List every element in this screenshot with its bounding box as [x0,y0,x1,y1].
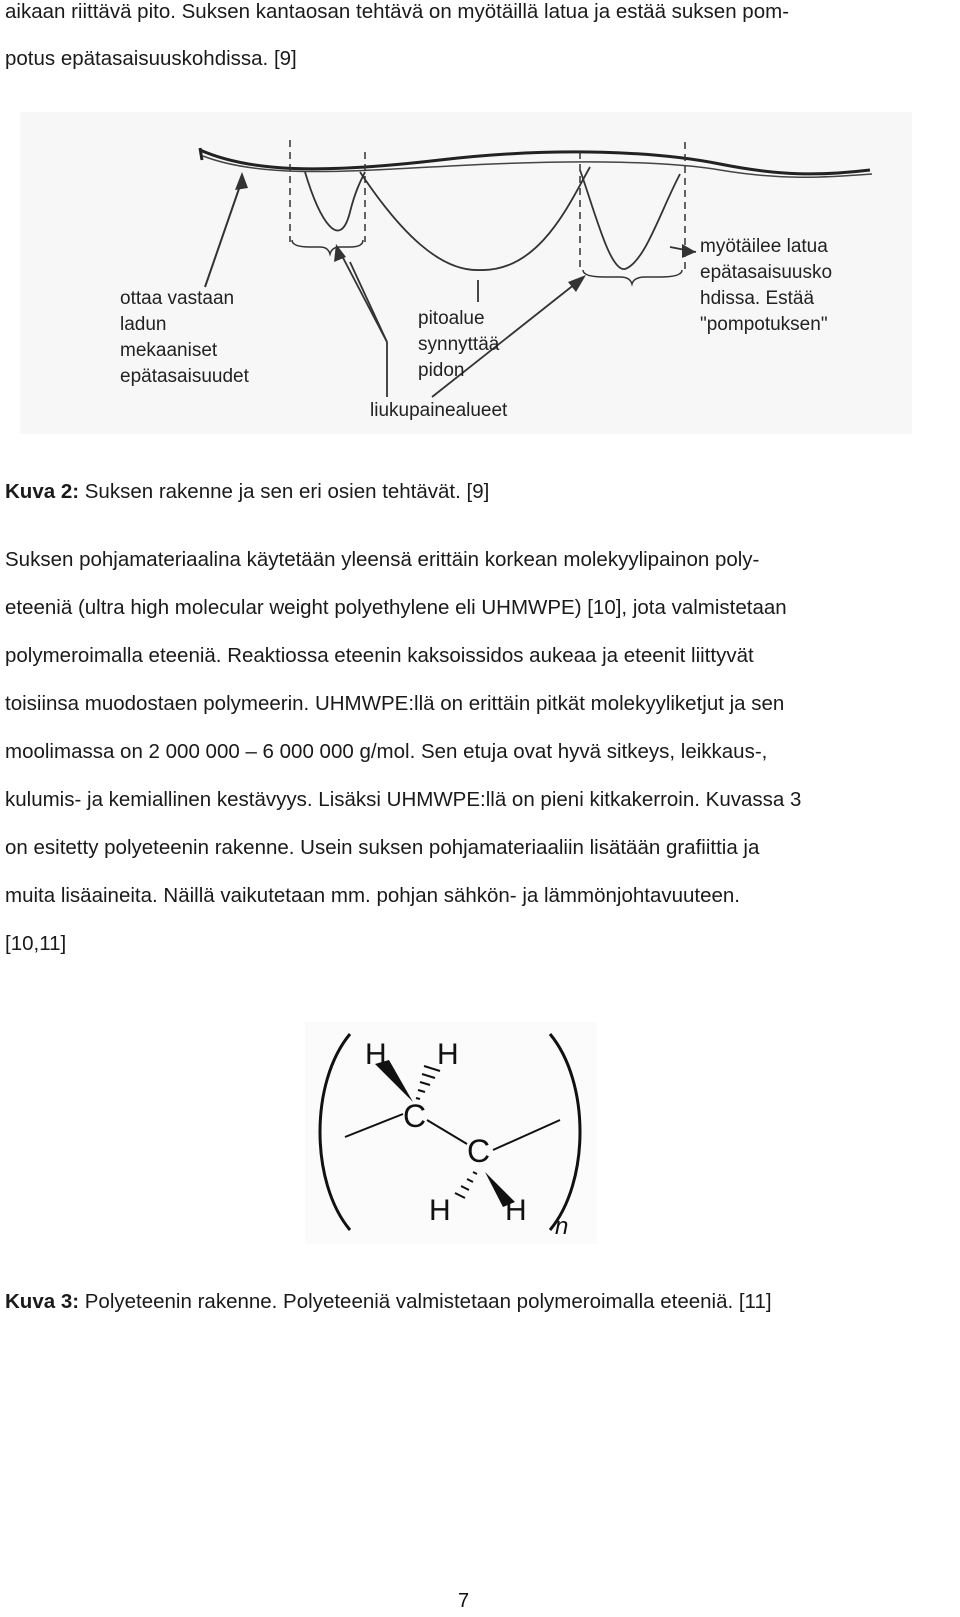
label-left: mekaaniset [120,340,218,361]
text-line: moolimassa on 2 000 000 – 6 000 000 g/mol. Sen etuja ovat hyvä sitkeys, leikkaus-, [5,740,768,763]
label-bottom: liukupainealueet [370,400,508,421]
label-left: epätasaisuudet [120,366,249,387]
label-center: synnyttää [418,334,500,355]
text-line: on esitetty polyeteenin rakenne. Usein suksen pohjamateriaaliin lisätään grafiittia ja [5,836,760,859]
text-line: polymeroimalla eteeniä. Reaktiossa eteenin kaksoissidos aukeaa ja eteenit liittyvät [5,644,754,667]
figure-caption [5,480,489,504]
label-left: ottaa vastaan [120,288,235,309]
atom-h: H [505,1194,527,1227]
label-right: hdissa. Estää [700,288,815,309]
label-right: "pompotuksen" [700,314,828,335]
atom-c: C [403,1098,427,1134]
polyethylene-structure-figure [305,1022,597,1244]
page-number: 7 [458,1590,470,1612]
label-right: epätasaisuusko [700,262,833,283]
text-line: aikaan riittävä pito. Suksen kantaosan tehtävä on myötäillä latua ja estää suksen pom- [5,0,790,23]
text-line: muita lisäaineita. Näillä vaikutetaan mm. pohjan sähkön- ja lämmönjohtavuuteen. [5,884,740,907]
atom-h: H [365,1038,387,1071]
label-center: pidon [418,360,465,381]
text-line: toisiinsa muodostaen polymeerin. UHMWPE:llä on erittäin pitkät molekyyliketjut ja sen [5,692,785,715]
caption-text: Polyeteenin rakenne. Polyeteeniä valmistetaan polymeroimalla eteeniä. [11] [79,1290,772,1313]
label-center: pitoalue [418,308,485,329]
text-line: eteeniä (ultra high molecular weight polyethylene eli UHMWPE) [10], jota valmistetaan [5,596,787,619]
text-line: kulumis- ja kemiallinen kestävyys. Lisäksi UHMWPE:llä on pieni kitkakerroin. Kuvassa 3 [5,788,802,811]
text-line: [10,11] [5,932,67,955]
atom-h: H [429,1194,451,1227]
text-line: potus epätasaisuuskohdissa. [9] [5,47,297,70]
ski-structure-figure [20,112,912,434]
caption-label: Kuva 2: [5,480,80,503]
repeat-subscript: n [555,1213,569,1240]
atom-c: C [467,1133,491,1169]
caption-label: Kuva 3: [5,1290,80,1313]
figure-caption [5,1290,772,1314]
text-line: Suksen pohjamateriaalina käytetään yleensä erittäin korkean molekyylipainon poly- [5,548,760,571]
atom-h: H [437,1038,459,1071]
label-left: ladun [120,314,167,335]
caption-text: Suksen rakenne ja sen eri osien tehtävät. [9] [79,480,490,503]
label-right: myötäilee latua [700,236,828,257]
